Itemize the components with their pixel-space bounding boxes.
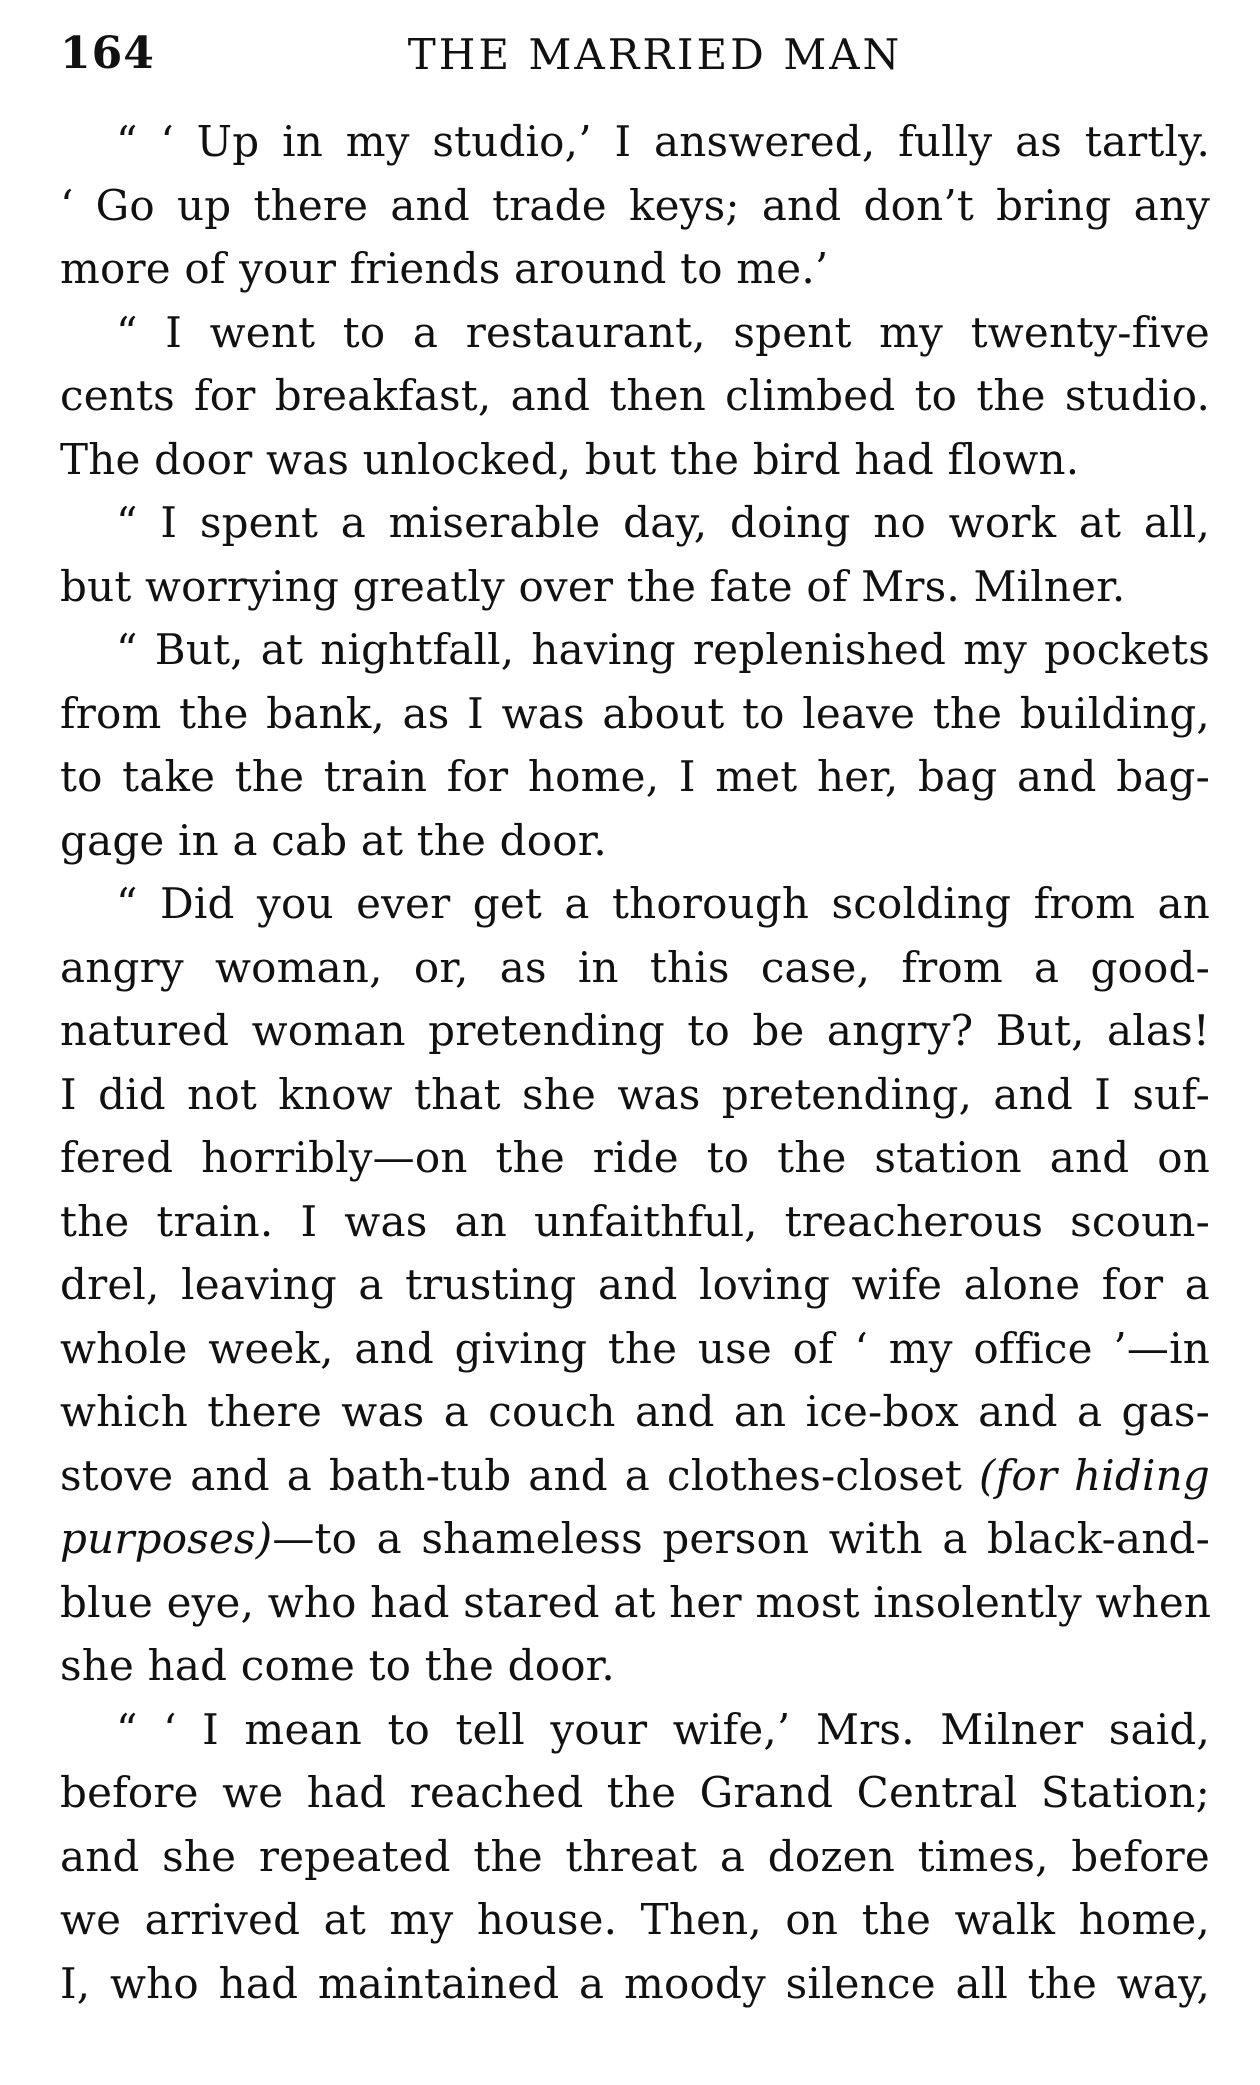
text-line: more of your friends around to me.’ bbox=[60, 244, 829, 293]
text-line: and she repeated the threat a dozen times, before bbox=[60, 1831, 1210, 1881]
text-line: I, who had maintained a moody silence all the way, bbox=[60, 1958, 1210, 2008]
text-line: “ I went to a restaurant, spent my twenty-five bbox=[116, 307, 1210, 357]
text-line bbox=[60, 1444, 1210, 1508]
text-line: angry woman, or, as in this case, from a good- bbox=[60, 942, 1210, 992]
text-line: “ ‘ I mean to tell your wife,’ Mrs. Milner said, bbox=[116, 1704, 1210, 1754]
text-segment: stove and a bath-tub and a clothes-closet bbox=[60, 1450, 963, 1500]
running-head: THE MARRIED MAN bbox=[407, 30, 903, 79]
text-line: whole week, and giving the use of ‘ my office ’—in bbox=[60, 1323, 1210, 1373]
paragraph bbox=[60, 872, 1210, 1698]
text-line: ‘ Go up there and trade keys; and don’t bring any bbox=[60, 180, 1210, 230]
paragraph bbox=[60, 491, 1210, 618]
text-line: The door was unlocked, but the bird had flown. bbox=[60, 434, 1080, 484]
text-line bbox=[60, 1507, 1210, 1571]
text-line: “ I spent a miserable day, doing no work at all, bbox=[116, 498, 1210, 547]
text-line: she had come to the door. bbox=[60, 1641, 615, 1690]
text-line: I did not know that she was pretending, and I suf- bbox=[60, 1069, 1210, 1119]
text-line: blue eye, who had stared at her most insolently when bbox=[60, 1577, 1212, 1627]
text-line: the train. I was an unfaithful, treacherous scoun- bbox=[60, 1196, 1210, 1246]
italic-phrase: (for hiding bbox=[979, 1450, 1210, 1500]
text-line: which there was a couch and an ice-box and a gas- bbox=[60, 1387, 1210, 1436]
text-line: to take the train for home, I met her, bag and bag- bbox=[60, 752, 1210, 801]
italic-phrase: purposes) bbox=[60, 1514, 273, 1563]
page-number: 164 bbox=[60, 28, 155, 79]
text-line: before we had reached the Grand Central Station; bbox=[60, 1768, 1210, 1817]
text-line: “ But, at nightfall, having replenished my pockets bbox=[116, 625, 1210, 674]
page-header bbox=[60, 28, 1210, 98]
paragraph bbox=[60, 301, 1210, 492]
text-line: from the bank, as I was about to leave the building, bbox=[60, 688, 1210, 738]
text-line: but worrying greatly over the fate of Mrs. Milner. bbox=[60, 561, 1126, 611]
paragraph bbox=[60, 618, 1210, 872]
paragraph bbox=[60, 110, 1210, 301]
text-line: gage in a cab at the door. bbox=[60, 815, 607, 865]
text-line: natured woman pretending to be angry? But, alas! bbox=[60, 1006, 1210, 1055]
body-text bbox=[60, 110, 1210, 2015]
text-segment: —to a shameless person with a black-and- bbox=[272, 1514, 1210, 1563]
text-line: cents for breakfast, and then climbed to the studio. bbox=[60, 371, 1210, 420]
book-page bbox=[60, 28, 1210, 2015]
text-line: “ ‘ Up in my studio,’ I answered, fully as tartly. bbox=[116, 117, 1210, 166]
text-line: fered horribly—on the ride to the station and on bbox=[60, 1133, 1210, 1182]
paragraph bbox=[60, 1698, 1210, 2016]
text-line: we arrived at my house. Then, on the walk home, bbox=[60, 1895, 1210, 1944]
text-line: “ Did you ever get a thorough scolding from an bbox=[116, 879, 1210, 928]
text-line: drel, leaving a trusting and loving wife alone for a bbox=[60, 1260, 1210, 1309]
